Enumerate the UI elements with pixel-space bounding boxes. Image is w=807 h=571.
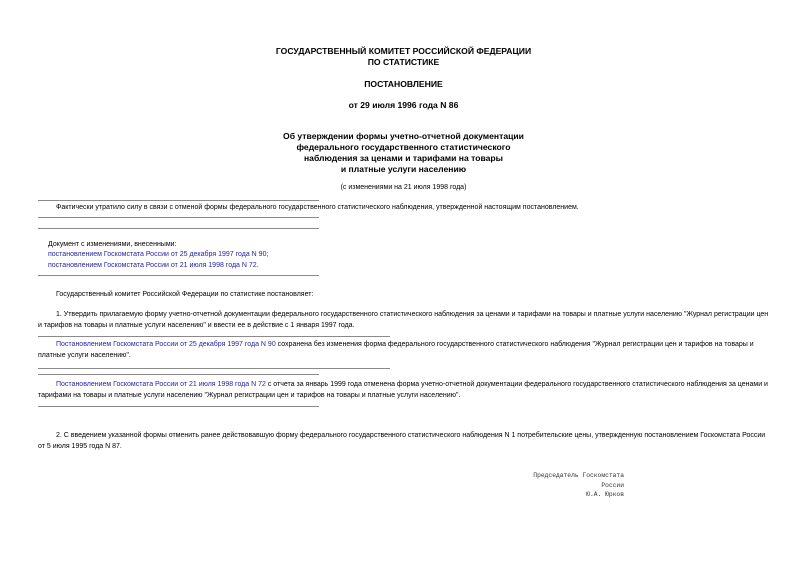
title-line1: Об утверждении формы учетно-отчетной документации — [283, 131, 524, 141]
org-name-line2: ПО СТАТИСТИКЕ — [367, 57, 440, 67]
changes-intro: Документ с изменениями, внесенными: — [48, 241, 177, 248]
divider — [38, 275, 319, 276]
divider — [38, 200, 319, 201]
divider — [38, 368, 390, 369]
amendment-link-1[interactable]: постановлением Госкомстата России от 25 декабря 1997 года N 90; — [48, 251, 269, 258]
signature-title: Председатель Госкомстата — [533, 472, 624, 479]
item-1: 1. Утвердить прилагаемую форму учетно-отчетной документации федерального государственного статистического наблюдения за ценами и тарифами на товары и платные услуги населению "Журнал регистрации цен и тарифов на товары и платные услуги населению" и ввести ее в действие с 1 января 1997 года. — [38, 311, 769, 329]
divider — [38, 374, 319, 375]
title-line2: федерального государственного статистического — [296, 142, 511, 152]
preamble: Государственный комитет Российской Федерации по статистике постановляет: — [56, 291, 314, 298]
note-2-text: с отчета за январь 1999 года отменена форма учетно-отчетной документации федерального государственного статистического наблюдения за ценами и тарифами на товары и платные услуги населению "Журнал регистрации цен и тарифов на товары и платные услуги населению". — [38, 381, 768, 399]
divider — [38, 336, 390, 337]
note-2-link[interactable]: Постановлением Госкомстата России от 21 июля 1998 года N 72 — [56, 381, 266, 388]
note-2 — [38, 379, 769, 401]
title-line4: и платные услуги населению — [340, 164, 467, 174]
divider — [38, 217, 319, 218]
signature-country: России — [601, 481, 624, 489]
document-type: ПОСТАНОВЛЕНИЕ — [364, 79, 443, 89]
org-name-line1: ГОСУДАРСТВЕННЫЙ КОМИТЕТ РОССИЙСКОЙ ФЕДЕРАЦИИ — [275, 46, 532, 56]
signature-name: Ю.А. Юрков — [586, 491, 624, 498]
amendments-note: (с изменениями на 21 июля 1998 года) — [340, 184, 467, 191]
note-1 — [38, 339, 769, 361]
amendment-link-2[interactable]: постановлением Госкомстата России от 21 июля 1998 года N 72. — [48, 262, 259, 269]
validity-notice: Фактически утратило силу в связи с отменой формы федерального государственного статистического наблюдения, утвержденной настоящим постановлением. — [56, 204, 579, 211]
title-line3: наблюдения за ценами и тарифами на товары — [303, 153, 503, 163]
item-2: 2. С введением указанной формы отменить ранее действовавшую форму федерального государственного статистического наблюдения N 1 потребительские цены, утвержденную постановлением Госкомстата России от 5 июля 1995 года N 87. — [38, 432, 766, 450]
note-1-text: сохранена без изменения форма федерального государственного статистического наблюдения "Журнал регистрации цен и тарифов на товары и платные услуги населению". — [38, 341, 754, 359]
note-1-link[interactable]: Постановлением Госкомстата России от 25 декабря 1997 года N 90 — [56, 341, 276, 348]
divider — [38, 228, 319, 229]
document-date: от 29 июля 1996 года N 86 — [348, 100, 459, 110]
divider — [38, 406, 319, 407]
